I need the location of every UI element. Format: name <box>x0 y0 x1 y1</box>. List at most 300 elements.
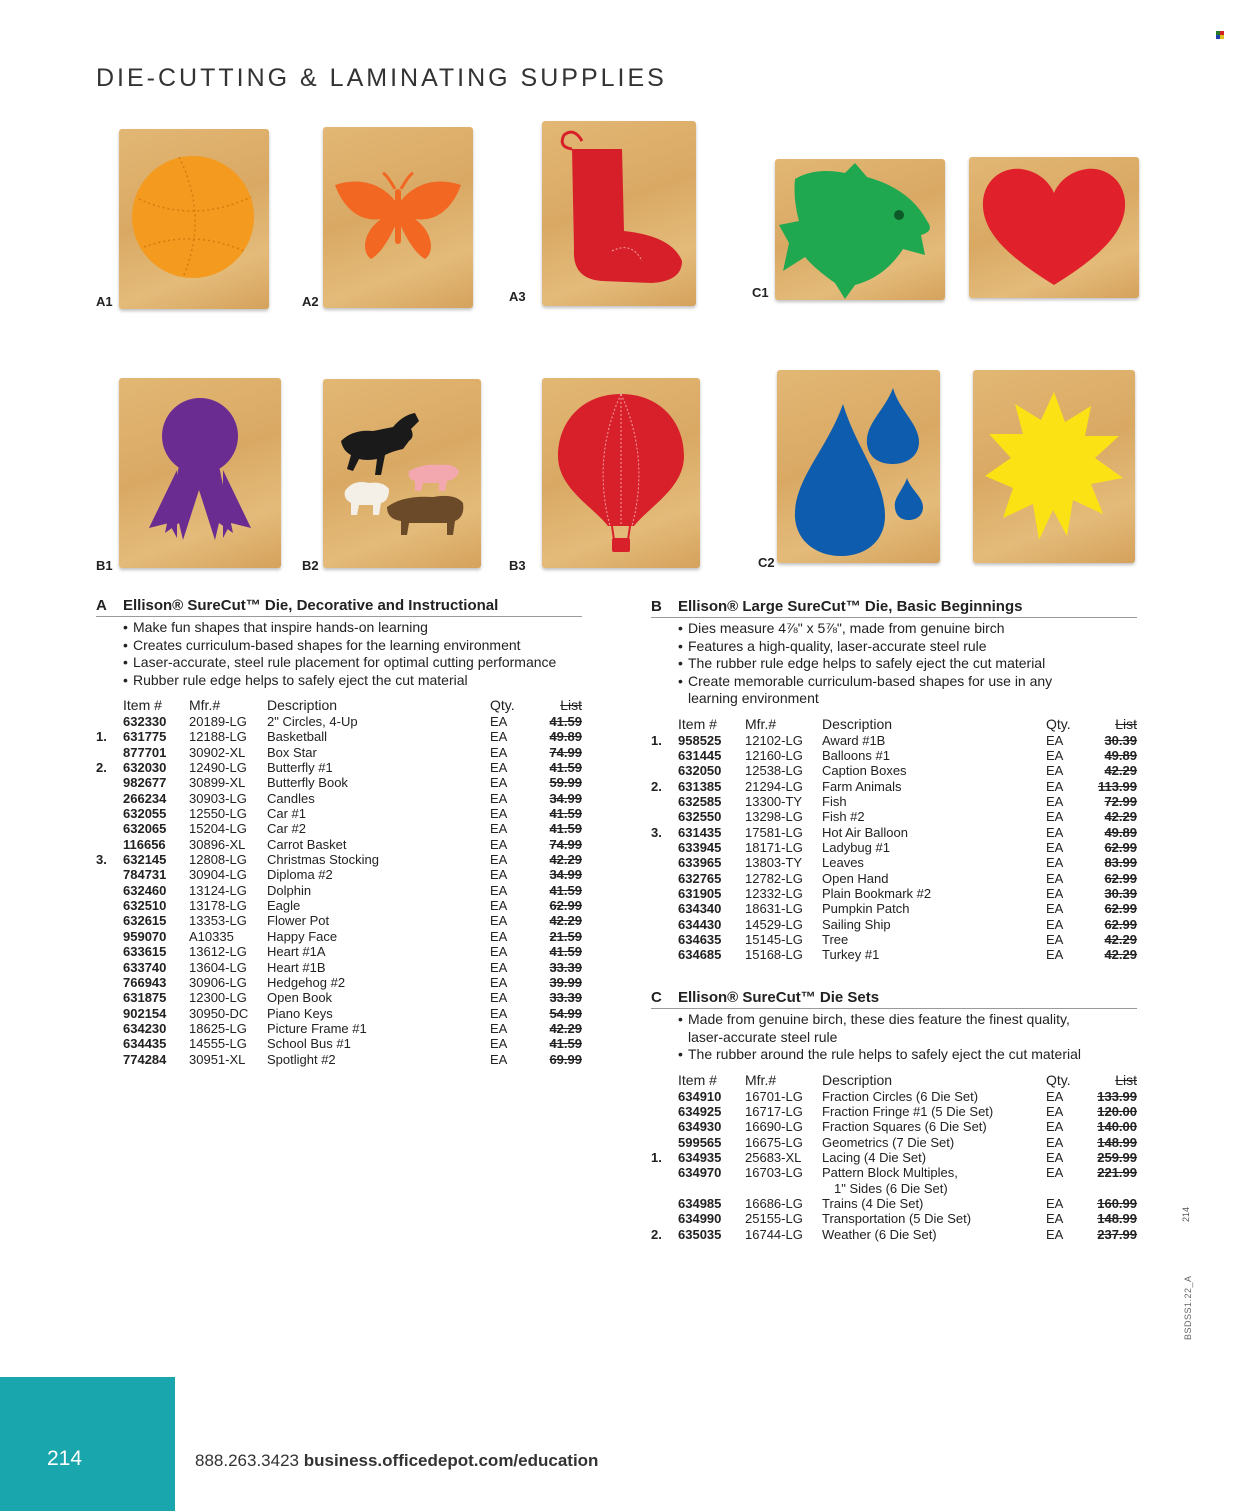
section-c-letter: C <box>651 989 662 1006</box>
list-price: 21.59 <box>549 928 582 944</box>
mfr-number: 12538-LG <box>745 763 803 779</box>
list-price: 34.99 <box>549 867 582 883</box>
section-b-letter: B <box>651 598 662 615</box>
mfr-number: 30950-DC <box>189 1005 249 1021</box>
mfr-number: 12332-LG <box>745 885 803 901</box>
butterfly-icon <box>323 127 473 308</box>
mfr-number: 12102-LG <box>745 732 803 748</box>
description: Ladybug #1 <box>822 839 890 855</box>
row-index <box>651 1196 678 1211</box>
description: Pattern Block Multiples, <box>822 1165 958 1181</box>
col-qty: Qty. <box>1046 1071 1071 1088</box>
description: Weather (6 Die Set) <box>822 1226 937 1242</box>
quantity: EA <box>1046 1119 1064 1135</box>
quantity: EA <box>1046 901 1064 917</box>
description: Spotlight #2 <box>267 1051 336 1067</box>
section-a-title: Ellison® SureCut™ Die, Decorative and Instructional <box>123 597 499 614</box>
row-index: 2. <box>96 760 107 776</box>
mfr-number: 25155-LG <box>745 1211 803 1227</box>
quantity: EA <box>1046 1211 1064 1227</box>
table-row <box>651 1135 1137 1150</box>
section-a-rows <box>96 714 582 1067</box>
item-number: 634930 <box>678 1119 722 1135</box>
row-index <box>96 1021 123 1036</box>
table-row-continuation <box>651 1181 1137 1196</box>
description: Butterfly Book <box>267 775 348 791</box>
list-price: 221.99 <box>1097 1165 1137 1181</box>
list-price: 133.99 <box>1097 1088 1137 1104</box>
mfr-number: A10335 <box>189 928 234 944</box>
list-price: 148.99 <box>1097 1211 1137 1227</box>
row-index <box>651 901 678 916</box>
description: Hot Air Balloon <box>822 824 908 840</box>
mfr-number: 13300-TY <box>745 793 803 809</box>
mfr-number: 18171-LG <box>745 839 803 855</box>
mfr-number: 16701-LG <box>745 1088 803 1104</box>
sun-icon <box>973 370 1135 563</box>
mfr-number: 12160-LG <box>745 747 803 763</box>
section-b-header <box>651 598 1137 618</box>
die-image-a3 <box>542 121 696 306</box>
col-item: Item # <box>678 1071 717 1088</box>
quantity: EA <box>490 974 508 990</box>
quantity: EA <box>490 821 508 837</box>
row-index <box>651 748 678 763</box>
description: Caption Boxes <box>822 763 907 779</box>
mfr-number: 30903-LG <box>189 790 247 806</box>
mfr-number: 13124-LG <box>189 882 247 898</box>
item-number: 631905 <box>678 885 722 901</box>
item-number: 632510 <box>123 898 167 914</box>
list-price: 49.89 <box>1104 747 1137 763</box>
registration-mark-icon <box>1216 31 1224 39</box>
item-number: 632050 <box>678 763 722 779</box>
row-index <box>96 867 123 882</box>
row-index <box>96 837 123 852</box>
bullet: • Features a high-quality, laser-accurate steel rule <box>678 638 1058 656</box>
side-catalog-code: BSDSS1.22_A <box>1183 1275 1193 1340</box>
item-number: 634230 <box>123 1020 167 1036</box>
item-number: 632585 <box>678 793 722 809</box>
table-row <box>96 760 582 775</box>
item-number: 634935 <box>678 1149 722 1165</box>
list-price: 148.99 <box>1097 1134 1137 1150</box>
row-index: 3. <box>651 824 662 840</box>
row-index <box>96 775 123 790</box>
table-row <box>651 855 1137 870</box>
quantity: EA <box>1046 747 1064 763</box>
row-index <box>651 947 678 962</box>
table-row <box>651 840 1137 855</box>
mfr-number: 18631-LG <box>745 901 803 917</box>
description: Farm Animals <box>822 778 902 794</box>
bullet: • Creates curriculum-based shapes for the learning environment <box>123 637 582 655</box>
item-number: 632550 <box>678 809 722 825</box>
table-row <box>96 745 582 760</box>
list-price: 33.39 <box>549 990 582 1006</box>
section-a-table <box>96 697 582 1067</box>
quantity: EA <box>1046 855 1064 871</box>
description: Sailing Ship <box>822 916 891 932</box>
item-number: 632615 <box>123 913 167 929</box>
quantity: EA <box>1046 809 1064 825</box>
list-price: 113.99 <box>1097 778 1137 794</box>
list-price: 74.99 <box>549 744 582 760</box>
item-number: 266234 <box>123 790 167 806</box>
row-index: 1. <box>651 1149 662 1165</box>
table-row <box>96 1021 582 1036</box>
item-number: 632145 <box>123 852 167 868</box>
row-index <box>96 821 123 836</box>
table-row <box>651 917 1137 932</box>
quantity: EA <box>490 898 508 914</box>
row-index <box>651 763 678 778</box>
list-price: 42.29 <box>549 852 582 868</box>
row-index <box>651 794 678 809</box>
table-row <box>96 929 582 944</box>
bullet: • Laser-accurate, steel rule placement for optimal cutting performance <box>123 654 582 672</box>
mfr-number: 30906-LG <box>189 974 247 990</box>
col-item: Item # <box>123 697 162 713</box>
item-number: 634685 <box>678 947 722 963</box>
list-price: 39.99 <box>549 974 582 990</box>
list-price: 74.99 <box>549 836 582 852</box>
table-row <box>96 852 582 867</box>
list-price: 62.99 <box>549 898 582 914</box>
table-row <box>96 990 582 1005</box>
item-number: 634990 <box>678 1211 722 1227</box>
footer-contact <box>195 1451 598 1471</box>
image-label-a3: A3 <box>509 289 526 304</box>
table-row <box>651 825 1137 840</box>
list-price: 62.99 <box>1104 901 1137 917</box>
item-number: 631385 <box>678 778 722 794</box>
description: Heart #1B <box>267 959 326 975</box>
description: Piano Keys <box>267 1005 333 1021</box>
description: Hedgehog #2 <box>267 974 346 990</box>
section-b-rows <box>651 733 1137 963</box>
list-price: 54.99 <box>549 1005 582 1021</box>
row-index <box>96 929 123 944</box>
mfr-number: 30899-XL <box>189 775 246 791</box>
item-number: 633945 <box>678 839 722 855</box>
table-row <box>651 932 1137 947</box>
description: Trains (4 Die Set) <box>822 1195 924 1211</box>
description: Box Star <box>267 744 317 760</box>
row-index <box>96 913 123 928</box>
list-price: 33.39 <box>549 959 582 975</box>
list-price: 30.39 <box>1104 885 1137 901</box>
quantity: EA <box>1046 1149 1064 1165</box>
table-row <box>96 960 582 975</box>
bullet: • Make fun shapes that inspire hands-on learning <box>123 619 582 637</box>
item-number: 959070 <box>123 928 167 944</box>
table-row <box>96 883 582 898</box>
bullet: • Made from genuine birch, these dies feature the finest quality, laser-accurate steel rule <box>678 1011 1083 1046</box>
row-index <box>96 745 123 760</box>
table-header-row <box>96 697 582 714</box>
section-a-header <box>96 597 582 617</box>
item-number: 631435 <box>678 824 722 840</box>
table-row <box>96 791 582 806</box>
description: Fraction Squares (6 Die Set) <box>822 1119 987 1135</box>
quantity: EA <box>1046 778 1064 794</box>
mfr-number: 13353-LG <box>189 913 247 929</box>
item-number: 634985 <box>678 1195 722 1211</box>
row-index <box>651 932 678 947</box>
description: Geometrics (7 Die Set) <box>822 1134 955 1150</box>
row-index <box>96 714 123 729</box>
row-index <box>651 840 678 855</box>
row-index <box>651 1119 678 1134</box>
quantity: EA <box>490 729 508 745</box>
row-index: 2. <box>651 1226 662 1242</box>
mfr-number: 13803-TY <box>745 855 803 871</box>
footer-page-tab <box>0 1377 175 1511</box>
description: Dolphin <box>267 882 312 898</box>
list-price: 42.29 <box>1104 931 1137 947</box>
list-price: 69.99 <box>549 1051 582 1067</box>
item-number: 634970 <box>678 1165 722 1181</box>
quantity: EA <box>1046 885 1064 901</box>
quantity: EA <box>490 1020 508 1036</box>
section-b-title: Ellison® Large SureCut™ Die, Basic Beginnings <box>678 598 1023 615</box>
description: Fish #2 <box>822 809 865 825</box>
mfr-number: 16686-LG <box>745 1195 803 1211</box>
basketball-icon <box>119 129 269 309</box>
row-index <box>651 871 678 886</box>
row-index <box>96 898 123 913</box>
list-price: 259.99 <box>1097 1149 1137 1165</box>
description: 2" Circles, 4-Up <box>267 714 358 729</box>
list-price: 140.00 <box>1097 1119 1137 1135</box>
list-price: 72.99 <box>1104 793 1137 809</box>
image-label-c2: C2 <box>758 555 775 570</box>
table-row <box>651 733 1137 748</box>
quantity: EA <box>490 928 508 944</box>
description: Christmas Stocking <box>267 852 379 868</box>
description: Car #1 <box>267 806 307 822</box>
bullet: • Rubber rule edge helps to safely eject the cut material <box>123 672 582 690</box>
quantity: EA <box>1046 1165 1064 1181</box>
section-a <box>96 597 582 1067</box>
table-row <box>651 871 1137 886</box>
list-price: 42.29 <box>1104 809 1137 825</box>
list-price: 62.99 <box>1104 870 1137 886</box>
table-row <box>651 886 1137 901</box>
item-number: 633965 <box>678 855 722 871</box>
description: School Bus #1 <box>267 1036 351 1052</box>
item-number: 633740 <box>123 959 167 975</box>
mfr-number: 21294-LG <box>745 778 803 794</box>
quantity: EA <box>490 744 508 760</box>
bullet: • The rubber rule edge helps to safely eject the cut material <box>678 655 1058 673</box>
quantity: EA <box>490 944 508 960</box>
mfr-number: 14555-LG <box>189 1036 247 1052</box>
quantity: EA <box>490 790 508 806</box>
list-price: 59.99 <box>549 775 582 791</box>
mfr-number: 30902-XL <box>189 744 246 760</box>
table-row <box>96 944 582 959</box>
table-row <box>96 867 582 882</box>
fish-icon <box>775 159 945 300</box>
item-number: 634430 <box>678 916 722 932</box>
item-number: 635035 <box>678 1226 722 1242</box>
list-price: 41.59 <box>549 806 582 822</box>
table-header-row <box>651 1072 1137 1089</box>
table-row <box>651 809 1137 824</box>
list-price: 41.59 <box>549 1036 582 1052</box>
list-price: 30.39 <box>1104 732 1137 748</box>
bullet: • Dies measure 4⅞" x 5⅞", made from genuine birch <box>678 620 1058 638</box>
description: Lacing (4 Die Set) <box>822 1149 927 1165</box>
heart-icon <box>969 157 1139 298</box>
item-number: 632065 <box>123 821 167 837</box>
row-index <box>651 809 678 824</box>
row-index <box>651 886 678 901</box>
quantity: EA <box>1046 916 1064 932</box>
list-price: 42.29 <box>549 913 582 929</box>
table-row <box>651 794 1137 809</box>
table-row <box>96 913 582 928</box>
die-image-c2-sun <box>973 370 1135 563</box>
table-row <box>96 837 582 852</box>
description: Pumpkin Patch <box>822 901 910 917</box>
quantity: EA <box>490 852 508 868</box>
row-index <box>96 1052 123 1067</box>
bullet: • The rubber around the rule helps to safely eject the cut material <box>678 1046 1083 1064</box>
mfr-number: 12808-LG <box>189 852 247 868</box>
description: Leaves <box>822 855 864 871</box>
section-c-table <box>651 1072 1137 1242</box>
table-row <box>651 1089 1137 1104</box>
col-qty: Qty. <box>1046 715 1071 732</box>
list-price: 120.00 <box>1097 1103 1137 1119</box>
image-label-b2: B2 <box>302 558 319 573</box>
section-b-bullets <box>678 620 1058 708</box>
item-number: 632460 <box>123 882 167 898</box>
row-index <box>96 975 123 990</box>
section-a-letter: A <box>96 597 107 614</box>
col-qty: Qty. <box>490 697 515 713</box>
section-c-title: Ellison® SureCut™ Die Sets <box>678 989 880 1006</box>
item-number: 982677 <box>123 775 167 791</box>
row-index <box>96 960 123 975</box>
mfr-number: 16744-LG <box>745 1226 803 1242</box>
mfr-number: 12188-LG <box>189 729 247 745</box>
section-c-bullets <box>678 1011 1083 1064</box>
quantity: EA <box>490 836 508 852</box>
mfr-number: 16717-LG <box>745 1103 803 1119</box>
list-price: 41.59 <box>549 944 582 960</box>
description: Fraction Circles (6 Die Set) <box>822 1088 979 1104</box>
list-price: 49.89 <box>549 729 582 745</box>
item-number: 633615 <box>123 944 167 960</box>
mfr-number: 25683-XL <box>745 1149 802 1165</box>
item-number: 634925 <box>678 1103 722 1119</box>
list-price: 62.99 <box>1104 916 1137 932</box>
mfr-number: 12782-LG <box>745 870 803 886</box>
description: Butterfly #1 <box>267 760 333 776</box>
description: Fraction Fringe #1 (5 Die Set) <box>822 1103 994 1119</box>
item-number: 632030 <box>123 760 167 776</box>
description: Award #1B <box>822 732 886 748</box>
item-number: 634435 <box>123 1036 167 1052</box>
list-price: 42.29 <box>1104 947 1137 963</box>
image-label-b1: B1 <box>96 558 113 573</box>
col-mfr: Mfr.# <box>745 715 777 732</box>
mfr-number: 12550-LG <box>189 806 247 822</box>
section-c <box>651 989 1137 1242</box>
col-desc: Description <box>822 715 893 732</box>
table-row <box>651 748 1137 763</box>
table-row <box>651 1227 1137 1242</box>
row-index <box>96 806 123 821</box>
footer-url[interactable]: business.officedepot.com/education <box>303 1451 599 1470</box>
item-number: 632330 <box>123 714 167 729</box>
award-ribbon-icon <box>119 378 281 568</box>
item-number: 634910 <box>678 1088 722 1104</box>
item-number: 902154 <box>123 1005 167 1021</box>
hot-air-balloon-icon <box>542 378 700 568</box>
mfr-number: 13178-LG <box>189 898 247 914</box>
table-row <box>96 1006 582 1021</box>
footer-phone: 888.263.3423 <box>195 1451 299 1470</box>
list-price: 62.99 <box>1104 839 1137 855</box>
table-row <box>651 901 1137 916</box>
section-c-rows <box>651 1089 1137 1242</box>
die-image-c1-fish <box>775 159 945 300</box>
description: Diploma #2 <box>267 867 333 883</box>
list-price: 49.89 <box>1104 824 1137 840</box>
item-number: 634635 <box>678 931 722 947</box>
quantity: EA <box>490 806 508 822</box>
mfr-number: 14529-LG <box>745 916 803 932</box>
description-continued: 1" Sides (6 Die Set) <box>834 1180 948 1196</box>
die-image-b1 <box>119 378 281 568</box>
quantity: EA <box>490 714 508 729</box>
item-number: 784731 <box>123 867 167 883</box>
quantity: EA <box>1046 824 1064 840</box>
item-number: 631775 <box>123 729 167 745</box>
col-mfr: Mfr.# <box>189 697 221 713</box>
description: Fish <box>822 793 847 809</box>
description: Plain Bookmark #2 <box>822 885 932 901</box>
table-row <box>651 947 1137 962</box>
die-image-b3 <box>542 378 700 568</box>
description: Heart #1A <box>267 944 326 960</box>
mfr-number: 15168-LG <box>745 947 803 963</box>
table-row <box>96 898 582 913</box>
list-price: 83.99 <box>1104 855 1137 871</box>
col-list: List <box>1115 715 1137 732</box>
section-b-table <box>651 716 1137 963</box>
row-index <box>96 791 123 806</box>
item-number: 766943 <box>123 974 167 990</box>
item-number: 958525 <box>678 732 722 748</box>
mfr-number: 20189-LG <box>189 714 247 729</box>
table-row <box>96 821 582 836</box>
image-label-c1: C1 <box>752 285 769 300</box>
section-a-bullets <box>123 619 582 689</box>
quantity: EA <box>1046 732 1064 748</box>
table-row <box>651 779 1137 794</box>
quantity: EA <box>490 760 508 776</box>
quantity: EA <box>1046 1226 1064 1242</box>
mfr-number: 15145-LG <box>745 931 803 947</box>
quantity: EA <box>490 867 508 883</box>
row-index <box>651 1089 678 1104</box>
